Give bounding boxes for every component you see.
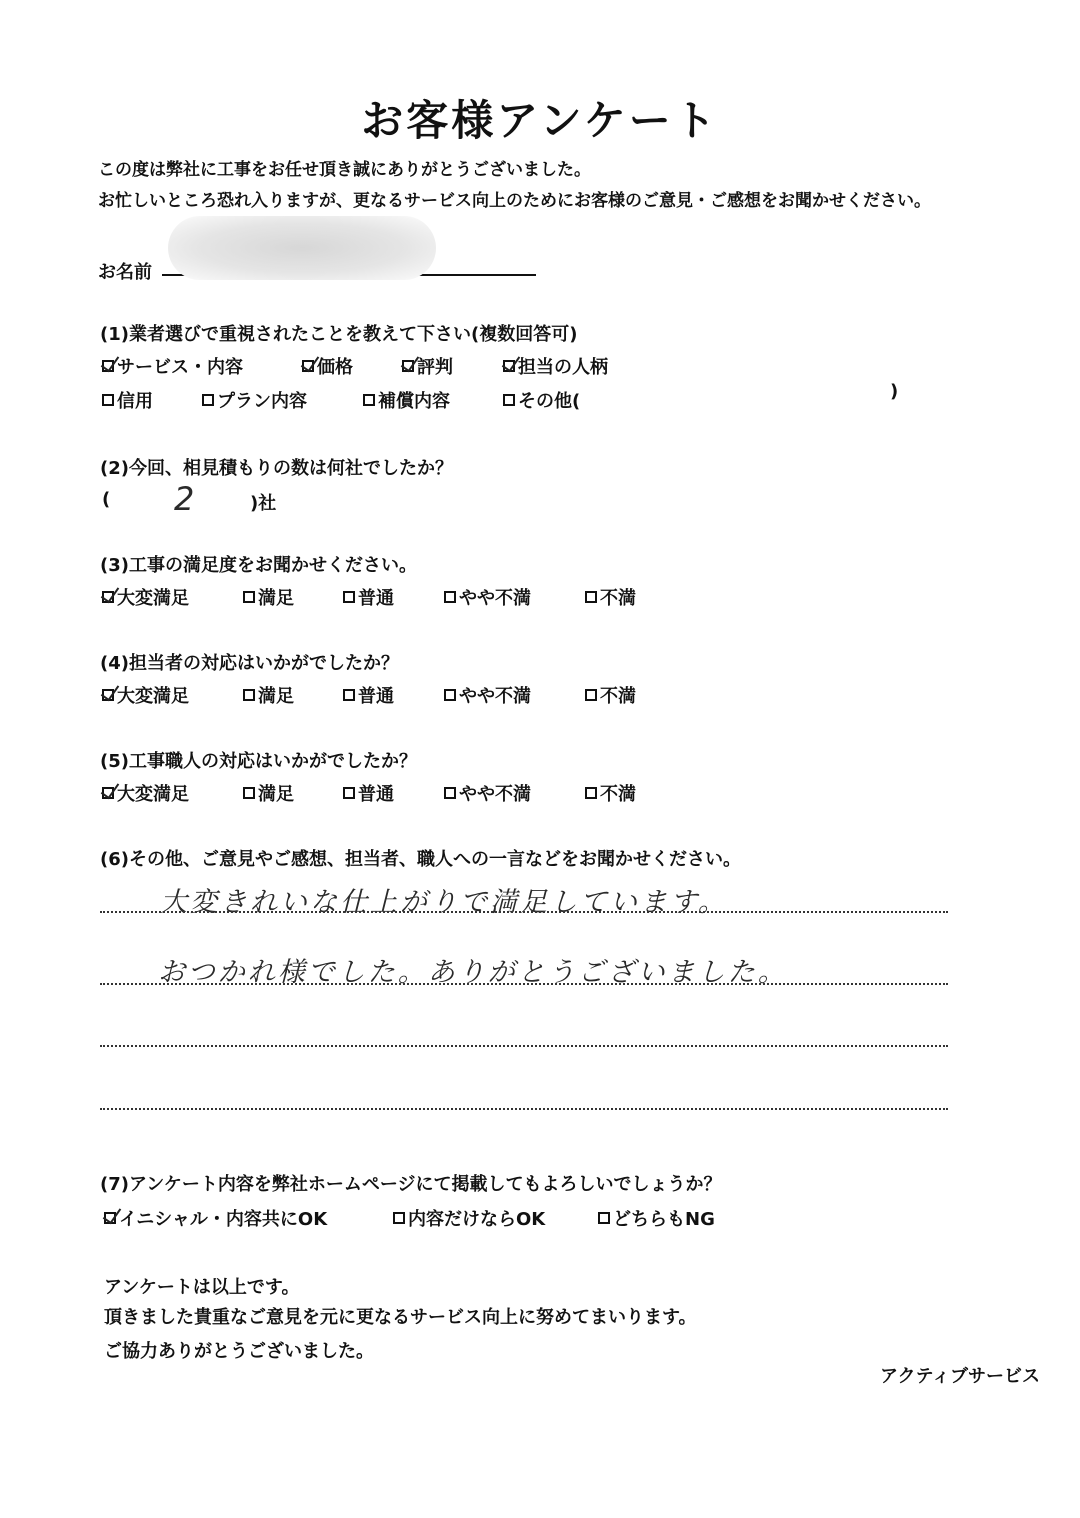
option-label: 大変満足 [117, 784, 189, 805]
option-label: 満足 [258, 686, 294, 707]
q6-answer-line-1[interactable]: 大変きれいな仕上がりで満足しています。 [160, 887, 728, 918]
q4-option-normal[interactable] [343, 682, 394, 708]
q5-option-dissatisfied[interactable] [585, 780, 636, 806]
q1-option-reputation[interactable] [402, 353, 453, 379]
q2-question: (2)今回、相見積もりの数は何社でしたか？ [100, 458, 453, 479]
option-label: 信用 [117, 391, 153, 412]
q3-option-very-satisfied[interactable] [102, 584, 189, 610]
checkbox[interactable] [243, 591, 255, 603]
option-label: 不満 [600, 784, 636, 805]
checkbox[interactable] [104, 1212, 116, 1224]
q1-other-close-paren: ) [890, 381, 899, 402]
checkbox[interactable] [393, 1212, 405, 1224]
q5-question: (5)工事職人の対応はいかがでしたか？ [100, 751, 417, 772]
checkbox[interactable] [102, 591, 114, 603]
closing-line-2: 頂きました貴重なご意見を元に更なるサービス向上に努めてまいります。 [104, 1307, 697, 1328]
checkbox[interactable] [402, 360, 414, 372]
q1-question: (1)業者選びで重視されたことを教えて下さい(複数回答可) [100, 324, 578, 345]
q1-option-service[interactable] [102, 353, 243, 379]
q5-option-satisfied[interactable] [243, 780, 294, 806]
checkbox[interactable] [585, 787, 597, 799]
q3-option-satisfied[interactable] [243, 584, 294, 610]
checkbox[interactable] [503, 394, 515, 406]
q1-option-plan[interactable] [202, 387, 307, 413]
q1-option-price[interactable] [302, 353, 353, 379]
answer-line [100, 1045, 948, 1047]
closing-line-1: アンケートは以上です。 [104, 1277, 300, 1298]
option-label: その他( [518, 391, 581, 412]
q3-option-dissatisfied[interactable] [585, 584, 636, 610]
option-label: 不満 [600, 686, 636, 707]
option-label: やや不満 [459, 686, 531, 707]
checkbox[interactable] [444, 787, 456, 799]
q7-option-content-only[interactable] [393, 1205, 545, 1231]
checkbox[interactable] [102, 394, 114, 406]
name-label: お名前 [98, 262, 152, 283]
q3-question: (3)工事の満足度をお聞かせください。 [100, 555, 417, 576]
checkbox[interactable] [343, 787, 355, 799]
option-label: サービス・内容 [117, 357, 243, 378]
q2-close-label: )社 [250, 493, 277, 514]
checkbox[interactable] [363, 394, 375, 406]
checkbox[interactable] [585, 591, 597, 603]
answer-line [100, 983, 948, 985]
answer-line [100, 911, 948, 913]
option-label: 不満 [600, 588, 636, 609]
company-name: アクティブサービス [880, 1366, 1041, 1387]
q5-option-slightly-dissatisfied[interactable] [444, 780, 531, 806]
checkbox[interactable] [243, 787, 255, 799]
option-label: 大変満足 [117, 588, 189, 609]
q1-option-compensation[interactable] [363, 387, 450, 413]
checkbox[interactable] [444, 689, 456, 701]
q2-answer[interactable]: 2 [174, 480, 198, 518]
checkbox[interactable] [598, 1212, 610, 1224]
option-label: 担当の人柄 [518, 357, 608, 378]
q3-option-slightly-dissatisfied[interactable] [444, 584, 531, 610]
checkbox[interactable] [444, 591, 456, 603]
option-label: 満足 [258, 588, 294, 609]
option-label: 評判 [417, 357, 453, 378]
option-label: やや不満 [459, 588, 531, 609]
q3-option-normal[interactable] [343, 584, 394, 610]
q2-open-paren: ( [102, 489, 111, 510]
q4-option-satisfied[interactable] [243, 682, 294, 708]
option-label: 普通 [358, 686, 394, 707]
option-label: 内容だけならOK [408, 1209, 546, 1230]
checkbox[interactable] [343, 689, 355, 701]
checkbox[interactable] [343, 591, 355, 603]
page-title: お客様アンケート [361, 96, 719, 145]
q1-option-other[interactable] [503, 387, 580, 413]
checkbox[interactable] [302, 360, 314, 372]
checkbox[interactable] [102, 360, 114, 372]
option-label: プラン内容 [217, 391, 307, 412]
checkbox[interactable] [585, 689, 597, 701]
intro-line-2: お忙しいところ恐れ入りますが、更なるサービス向上のためにお客様のご意見・ご感想をお聞かせください。 [98, 191, 931, 211]
q5-option-normal[interactable] [343, 780, 394, 806]
name-redaction [168, 216, 436, 280]
q1-option-trust[interactable] [102, 387, 153, 413]
intro-line-1: この度は弊社に工事をお任せ頂き誠にありがとうございました。 [98, 160, 591, 180]
q4-question: (4)担当者の対応はいかがでしたか？ [100, 653, 399, 674]
q4-option-dissatisfied[interactable] [585, 682, 636, 708]
q7-option-neither[interactable] [598, 1205, 715, 1231]
checkbox[interactable] [102, 689, 114, 701]
q4-option-slightly-dissatisfied[interactable] [444, 682, 531, 708]
option-label: イニシャル・内容共にOK [119, 1209, 328, 1230]
option-label: 普通 [358, 784, 394, 805]
closing-line-3: ご協力ありがとうございました。 [104, 1341, 374, 1362]
checkbox[interactable] [102, 787, 114, 799]
q4-option-very-satisfied[interactable] [102, 682, 189, 708]
option-label: 価格 [317, 357, 353, 378]
option-label: 普通 [358, 588, 394, 609]
q1-option-personality[interactable] [503, 353, 608, 379]
option-label: 満足 [258, 784, 294, 805]
option-label: 大変満足 [117, 686, 189, 707]
q6-answer-line-2[interactable]: おつかれ様でした。ありがとうございました。 [158, 957, 788, 988]
option-label: 補償内容 [378, 391, 450, 412]
option-label: どちらもNG [613, 1209, 715, 1230]
q5-option-very-satisfied[interactable] [102, 780, 189, 806]
answer-line [100, 1108, 948, 1110]
checkbox[interactable] [503, 360, 515, 372]
checkbox[interactable] [202, 394, 214, 406]
q6-question: (6)その他、ご意見やご感想、担当者、職人への一言などをお聞かせください。 [100, 849, 741, 870]
q7-question: (7)アンケート内容を弊社ホームページにて掲載してもよろしいでしょうか？ [100, 1174, 722, 1195]
q7-option-initial-and-content[interactable] [104, 1205, 327, 1231]
option-label: やや不満 [459, 784, 531, 805]
checkbox[interactable] [243, 689, 255, 701]
